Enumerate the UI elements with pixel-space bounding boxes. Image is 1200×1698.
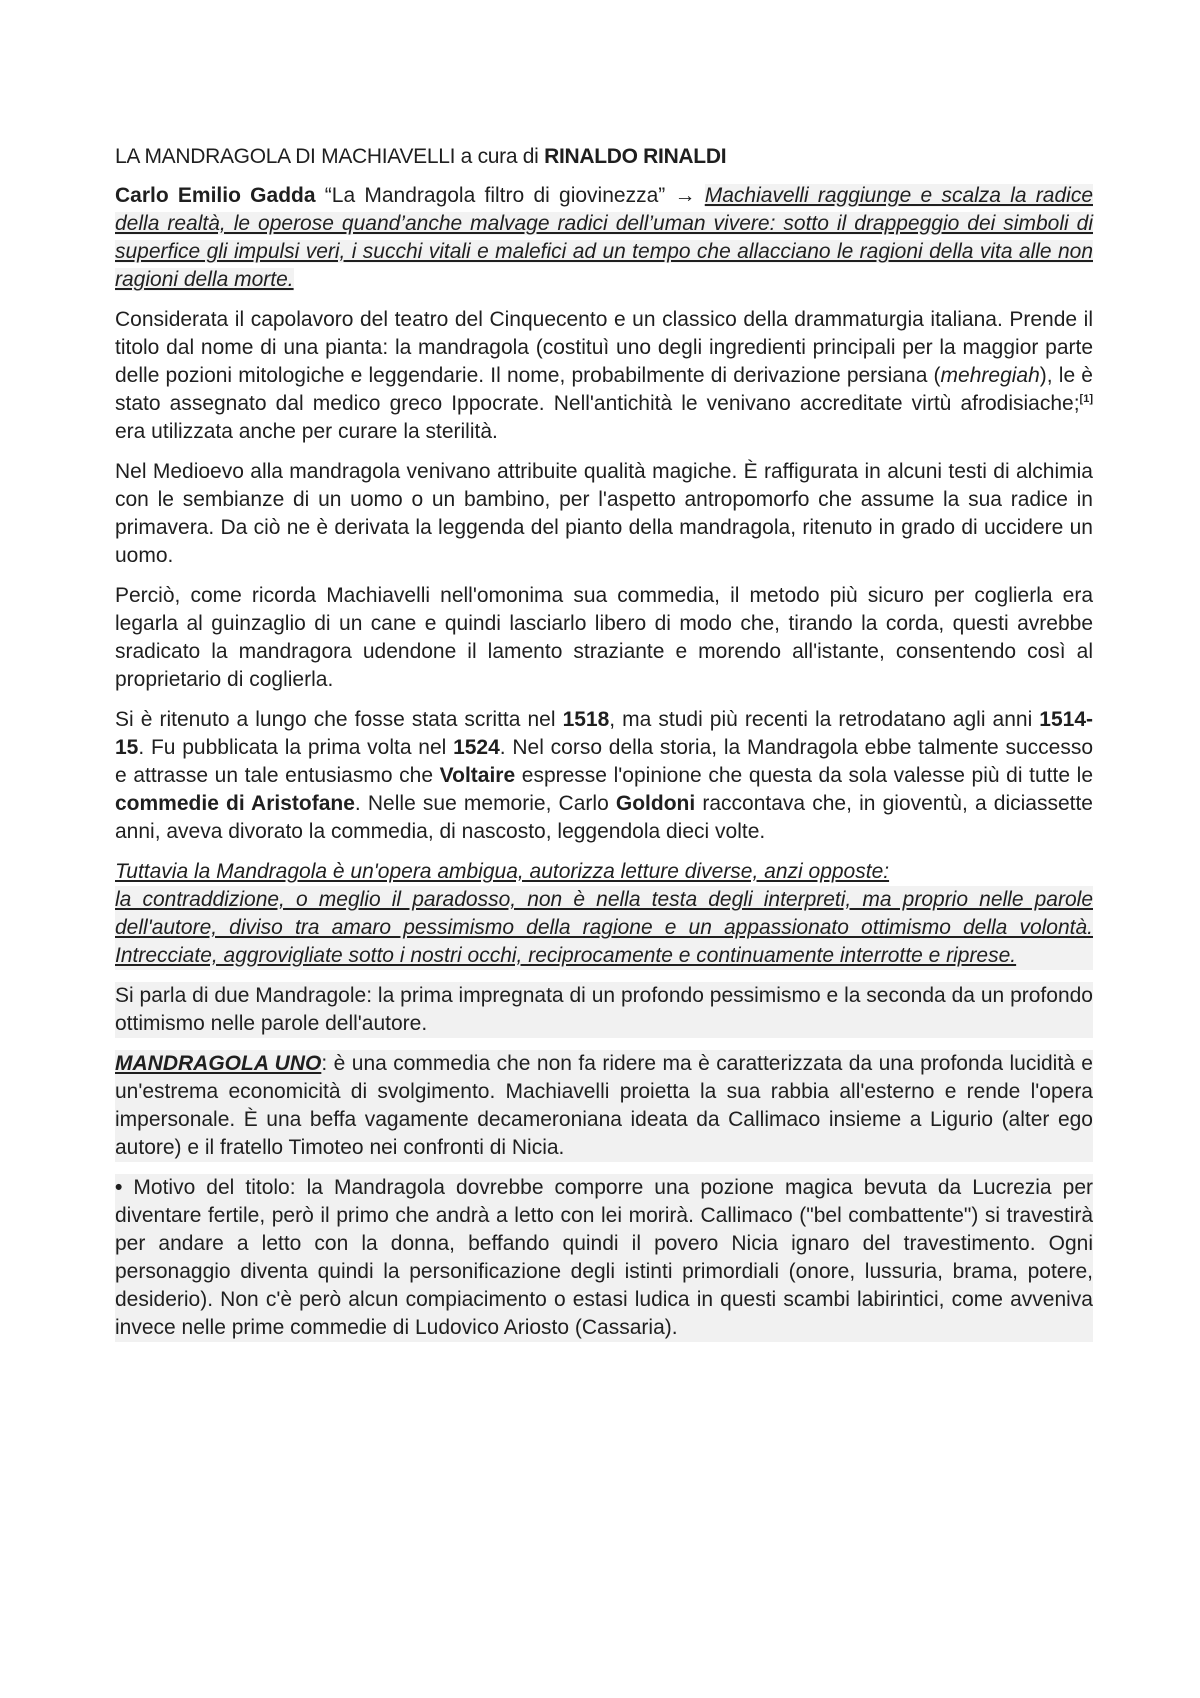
paragraph-due-mandragole: Si parla di due Mandragole: la prima impregnata di un profondo pessimismo e la seconda da un profondo ottimismo nelle parole dell'autore. — [115, 982, 1093, 1038]
paragraph-perciò: Perciò, come ricorda Machiavelli nell'omonima sua commedia, il metodo più sicuro per coglierla era legarla al guinzaglio di un cane e quindi lasciarlo libero di modo che, tirando la corda, questi avrebbe sradicato la mandragora udendone il lamento straziante e morendo all'istante, consentendo così al proprietario di coglierla. — [115, 584, 1093, 691]
p1-text-b: ), le è stato assegnato dal medico greco Ippocrate. Nell'antichità le venivano accreditate virtù afrodisiache; — [115, 364, 1093, 415]
p1-text-a: Considerata il capolavoro del teatro del Cinquecento e un classico della drammaturgia italiana. Prende il titolo dal nome di una pianta: la mandragola (costituì uno degli ingredienti principali per la maggior parte delle pozioni mitologiche e leggendarie. Il nome, probabilmente di derivazione persiana ( — [115, 308, 1093, 387]
paragraph-mandragola-uno — [115, 1050, 1093, 1162]
goldoni: Goldoni — [615, 792, 696, 815]
document-title — [115, 142, 1093, 172]
bullet-icon: • — [115, 1176, 123, 1199]
p4-g: raccontava che, in gioventù, a diciassette anni, aveva divorato la commedia, di nascosto, leggendola dieci volte. — [115, 792, 1093, 843]
p4-c: . Fu pubblicata la prima volta nel — [138, 736, 454, 759]
p5-line1: Tuttavia la Mandragola è un'opera ambigua, autorizza letture diverse, anzi opposte: — [115, 860, 890, 883]
p1-italic: mehregiah — [940, 364, 1040, 387]
p1-text-c: era utilizzata anche per curare la sterilità. — [115, 420, 498, 443]
year-1524: 1524 — [453, 736, 500, 759]
document-page — [115, 142, 1093, 1354]
aristofane: commedie di Aristofane — [115, 792, 355, 815]
title-prefix: LA MANDRAGOLA DI MACHIAVELLI a cura di — [115, 145, 545, 168]
voltaire: Voltaire — [439, 764, 516, 787]
p4-f: . Nelle sue memorie, Carlo — [354, 792, 616, 815]
paragraph-intro — [115, 306, 1093, 446]
gadda-quote: Machiavelli raggiunge e scalza la radice della realtà, le operose quand’anche malvage radici dell’uman vivere: sotto il drappeggio dei simboli di superfice gli impulsi veri, i succhi vitali e malefici ad un tempo che allacciano le ragioni della vita alle non ragioni della morte. — [115, 184, 1093, 291]
p4-e: espresse l'opinione che questa da sola valesse più di tutte le — [515, 764, 1093, 787]
gadda-name: Carlo Emilio Gadda — [115, 184, 316, 207]
p4-b: , ma studi più recenti la retrodatano agli anni — [609, 708, 1040, 731]
bullet-text: Motivo del titolo: la Mandragola dovrebbe comporre una pozione magica bevuta da Lucrezia per diventare fertile, però il primo che andrà a letto con lei morirà. Callimaco ("bel combattente") si travestirà per andare a letto con la donna, beffando quindi il povero Nicia ignaro del travestimento. Ogni personaggio diventa quindi la personificazione degli istinti primordiali (onore, lussuria, brama, potere, desiderio). Non c'è però alcun compiacimento o estasi ludica in questi scambi labirintici, come avveniva invece nelle prime commedie di Ludovico Ariosto (Cassaria). — [115, 1176, 1093, 1339]
p5-rest: la contraddizione, o meglio il paradosso, non è nella testa degli interpreti, ma proprio nelle parole dell'autore, diviso tra amaro pessimismo della ragione e un appassionato ottimismo della volontà. Intrecciate, aggrovigliate sotto i nostri occhi, reciprocamente e continuamente interrotte e riprese. — [115, 886, 1093, 970]
bullet-motivo-titolo — [115, 1174, 1093, 1342]
year-1514-15: 1514-15 — [115, 708, 1094, 759]
mandragola-uno-text: : è una commedia che non fa ridere ma è caratterizzata da una profonda lucidità e un'estrema economicità di svolgimento. Machiavelli proietta la sua rabbia all'esterno e rende l'opera impersonale. È una beffa vagamente decameroniana ideata da Callimaco insieme a Ligurio (alter ego autore) e il fratello Timoteo nei confronti di Nicia. — [115, 1052, 1093, 1159]
paragraph-medioevo: Nel Medioevo alla mandragola venivano attribuite qualità magiche. È raffigurata in alcuni testi di alchimia con le sembianze di un uomo o un bambino, per l'aspetto antropomorfo che assume la sua radice in primavera. Da ciò ne è derivata la leggenda del pianto della mandragola, ritenuto in grado di uccidere un uomo. — [115, 460, 1093, 567]
paragraph-datazione — [115, 706, 1093, 846]
mandragola-uno-label: MANDRAGOLA UNO — [115, 1052, 322, 1075]
gadda-paragraph — [115, 182, 1093, 294]
p4-d: . Nel corso della storia, la Mandragola ebbe talmente successo e attrasse un tale entusiasmo che — [115, 736, 1093, 787]
paragraph-ambiguita — [115, 858, 1093, 970]
gadda-work: “La Mandragola filtro di giovinezza” → — [315, 184, 705, 207]
p4-a: Si è ritenuto a lungo che fosse stata scritta nel — [115, 708, 563, 731]
footnote-ref[interactable]: [1] — [1079, 393, 1093, 405]
year-1518: 1518 — [562, 708, 610, 731]
title-author: RINALDO RINALDI — [544, 145, 727, 168]
